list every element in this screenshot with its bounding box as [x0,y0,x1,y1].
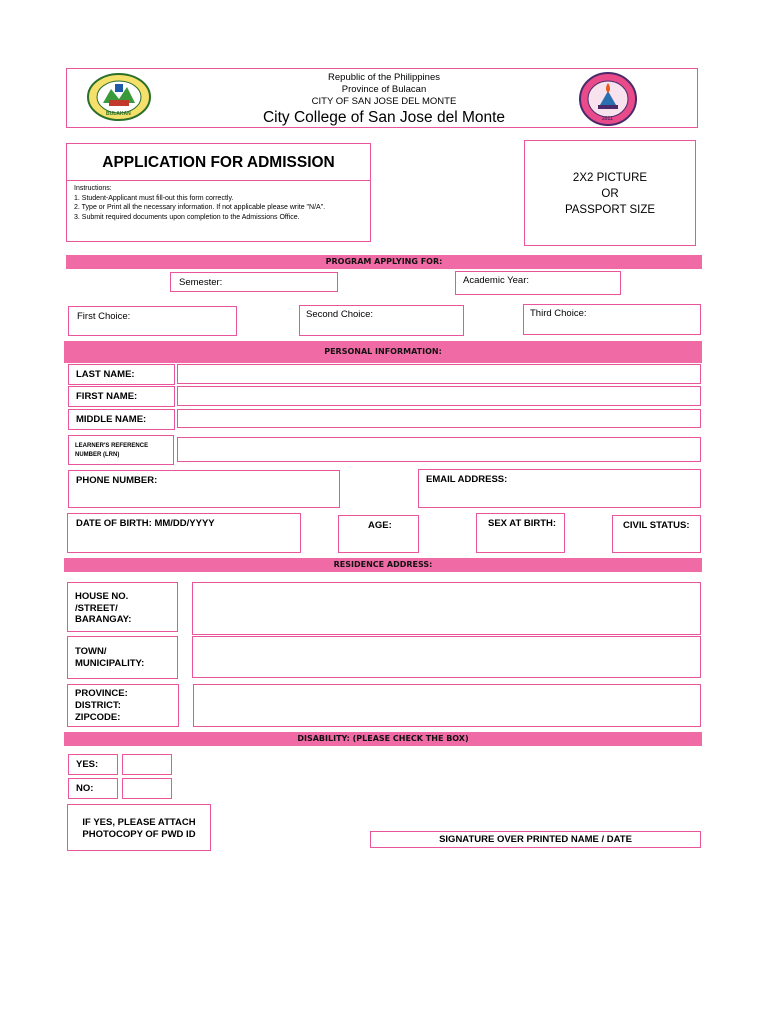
signature-box[interactable] [370,831,701,848]
third-choice-field[interactable] [523,304,701,335]
signature-label: SIGNATURE OVER PRINTED NAME / DATE [439,834,632,845]
dob-label: DATE OF BIRTH: MM/DD/YYYY [76,518,215,529]
province-label: PROVINCE: [75,688,128,699]
semester-field[interactable] [170,272,338,292]
house-label-box [67,582,178,632]
form-title: APPLICATION FOR ADMISSION [102,154,335,171]
college-name: City College of San Jose del Monte [262,109,506,126]
title-box [66,143,371,181]
house-input[interactable] [192,582,701,635]
section-program: PROGRAM APPLYING FOR: [66,255,702,269]
semester-label: Semester: [179,277,223,288]
town-label: TOWN/ [75,646,107,657]
instruction-item: 2. Type or Print all the necessary information. If not applicable please write "N/A". [74,204,326,211]
province-label: ZIPCODE: [75,712,121,723]
pwd-note-box [67,804,211,851]
lrn-input[interactable] [177,437,701,462]
middle-name-label-box [68,409,175,430]
lrn-label: NUMBER (LRN) [75,452,120,458]
header-province: Province of Bulacan [341,84,427,95]
age-field[interactable] [338,515,419,553]
no-checkbox[interactable] [122,778,172,799]
civil-status-field[interactable] [612,515,701,553]
pwd-note: IF YES, PLEASE ATTACH [82,817,196,828]
instruction-item: 3. Submit required documents upon completion to the Admissions Office. [74,213,300,221]
no-label-box [68,778,118,799]
instructions-heading: Instructions: [74,185,112,192]
picture-line: 2X2 PICTURE [572,172,648,184]
town-input[interactable] [192,636,701,678]
dob-field[interactable] [67,513,301,553]
house-label: HOUSE NO. [75,591,129,602]
province-label-box [67,684,179,727]
sex-field[interactable] [476,513,565,553]
town-label: MUNICIPALITY: [75,658,145,669]
first-name-input[interactable] [177,386,701,406]
seal-text: BULAKAN [106,111,131,117]
pwd-note: PHOTOCOPY OF PWD ID [82,829,196,840]
first-name-label: FIRST NAME: [76,391,138,402]
province-input[interactable] [193,684,701,727]
third-choice-label: Third Choice: [530,308,587,319]
instructions-box [66,180,371,242]
yes-label-box [68,754,118,775]
first-choice-field[interactable] [68,306,237,336]
age-label: AGE: [368,520,392,531]
picture-line: PASSPORT SIZE [564,204,656,216]
header-city: CITY OF SAN JOSE DEL MONTE [311,96,457,107]
picture-line: OR [601,188,619,200]
last-name-label-box [68,364,175,385]
middle-name-label: MIDDLE NAME: [76,414,147,425]
section-residence: RESIDENCE ADDRESS: [64,558,702,572]
yes-label: YES: [76,759,99,770]
first-name-label-box [68,386,175,407]
section-personal: PERSONAL INFORMATION: [64,341,702,363]
house-label: BARANGAY: [75,614,132,625]
no-label: NO: [76,783,94,794]
phone-field[interactable] [68,470,340,508]
academic-year-label: Academic Year: [463,275,530,286]
second-choice-field[interactable] [299,305,464,336]
town-label-box [67,636,178,679]
lrn-label: LEARNER'S REFERENCE [75,443,149,449]
header-republic: Republic of the Philippines [328,72,440,83]
seal-year: 2011 [602,116,613,122]
email-label: EMAIL ADDRESS: [426,474,508,485]
second-choice-label: Second Choice: [306,309,374,320]
email-field[interactable] [418,469,701,508]
yes-checkbox[interactable] [122,754,172,775]
lrn-label-box [68,435,174,465]
last-name-input[interactable] [177,364,701,384]
middle-name-input[interactable] [177,409,701,428]
province-label: DISTRICT: [75,700,121,711]
first-choice-label: First Choice: [77,311,131,322]
picture-box [524,140,696,246]
instruction-item: 1. Student-Applicant must fill-out this form correctly. [74,194,234,202]
phone-label: PHONE NUMBER: [76,475,158,486]
civil-status-label: CIVIL STATUS: [623,520,690,531]
last-name-label: LAST NAME: [76,369,135,380]
sex-label: SEX AT BIRTH: [488,518,557,529]
academic-year-field[interactable] [455,271,621,295]
section-disability: DISABILITY: (PLEASE CHECK THE BOX) [64,732,702,746]
house-label: /STREET/ [75,602,118,614]
